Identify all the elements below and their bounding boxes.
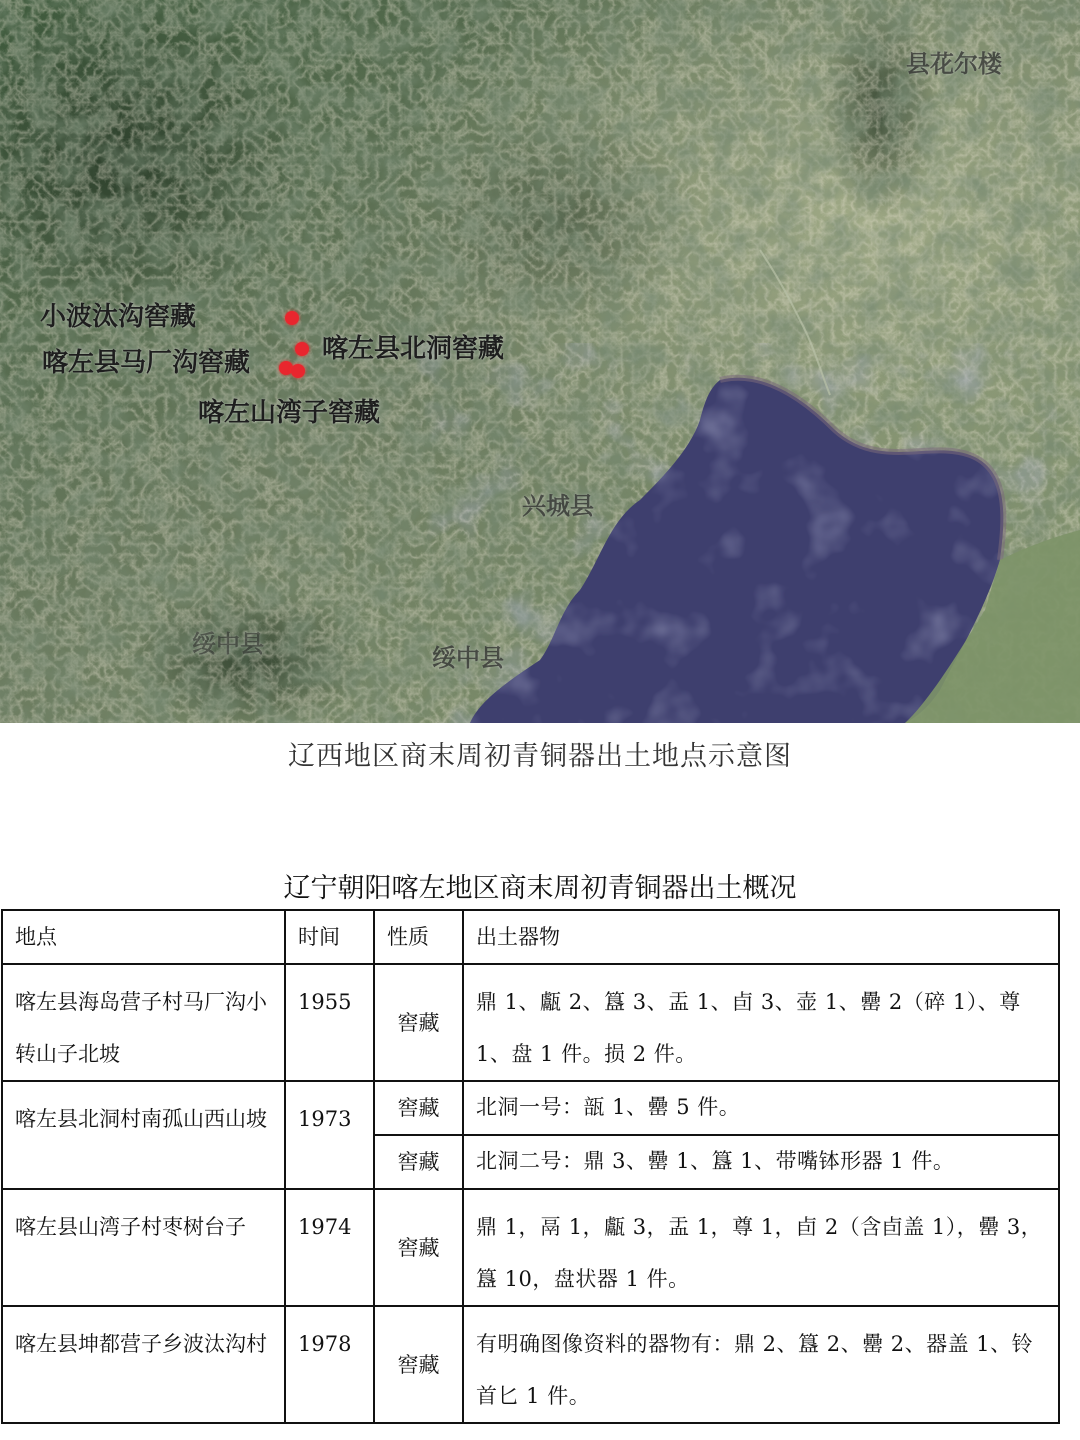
map-label-suizhong-coast: 绥中县 (432, 644, 504, 672)
cell-items: 鼎 1、甗 2、簋 3、盂 1、卣 3、壶 1、罍 2（碎 1）、尊 1、盘 1 件。损 2 件。 (463, 964, 1059, 1081)
cell-year: 1974 (285, 1189, 374, 1306)
cell-place: 喀左县北洞村南孤山西山坡 (2, 1081, 285, 1189)
bronze-finds-table (1, 909, 1060, 1424)
table-title: 辽宁朝阳喀左地区商末周初青铜器出土概况 (283, 873, 797, 904)
cell-type: 窖藏 (374, 964, 463, 1081)
cell-place: 喀左县坤都营子乡波汰沟村 (2, 1306, 285, 1423)
cell-items: 鼎 1，鬲 1，甗 3，盂 1，尊 1，卣 2（含卣盖 1），罍 3，簋 10，盘状器 1 件。 (463, 1189, 1059, 1306)
header-place: 地点 (2, 910, 285, 964)
table-row (2, 1081, 1059, 1135)
table-row (2, 1306, 1059, 1423)
cell-type: 窖藏 (374, 1189, 463, 1306)
map-label-beidong: 喀左县北洞窖藏 (322, 334, 505, 364)
map-label-suizhong-inland: 绥中县 (192, 630, 264, 658)
map-label-machanggou: 喀左县马厂沟窖藏 (42, 348, 251, 378)
cell-place: 喀左县海岛营子村马厂沟小转山子北坡 (2, 964, 285, 1081)
cell-type: 窖藏 (374, 1135, 463, 1189)
cell-type: 窖藏 (374, 1306, 463, 1423)
map-label-huaerlou: 县花尔楼 (906, 50, 1002, 78)
cell-items: 北洞一号：瓿 1、罍 5 件。 (463, 1081, 1059, 1135)
map-label-xingcheng: 兴城县 (522, 492, 594, 520)
site-dot-beidong (295, 342, 309, 356)
header-items: 出土器物 (463, 910, 1059, 964)
site-dot-shanwanzi (291, 364, 305, 378)
map-label-xiaobotaigou: 小波汰沟窖藏 (40, 302, 197, 332)
cell-place: 喀左县山湾子村枣树台子 (2, 1189, 285, 1306)
cell-year: 1973 (285, 1081, 374, 1189)
site-dot-xiaobotaigou (285, 311, 299, 325)
cell-type: 窖藏 (374, 1081, 463, 1135)
header-year: 时间 (285, 910, 374, 964)
header-type: 性质 (374, 910, 463, 964)
table-row (2, 964, 1059, 1081)
cell-year: 1978 (285, 1306, 374, 1423)
cell-items: 有明确图像资料的器物有：鼎 2、簋 2、罍 2、器盖 1、铃首匕 1 件。 (463, 1306, 1059, 1423)
map-caption: 辽西地区商末周初青铜器出土地点示意图 (288, 741, 792, 772)
cell-items: 北洞二号：鼎 3、罍 1、簋 1、带嘴钵形器 1 件。 (463, 1135, 1059, 1189)
table-header-row (2, 910, 1059, 964)
cell-year: 1955 (285, 964, 374, 1081)
table-row (2, 1189, 1059, 1306)
map-label-shanwanzi: 喀左山湾子窖藏 (198, 398, 381, 428)
